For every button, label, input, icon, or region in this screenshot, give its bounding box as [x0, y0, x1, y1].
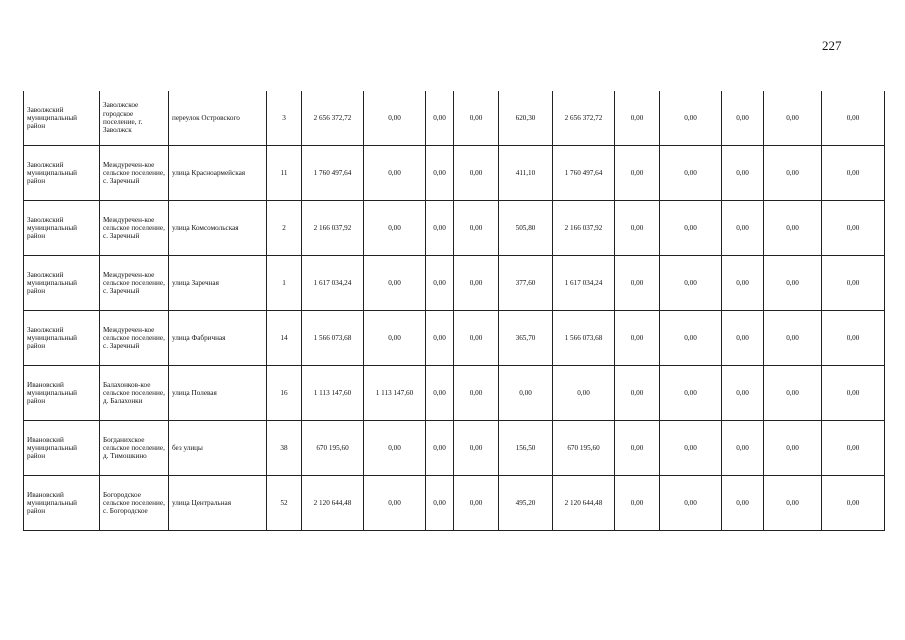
value-cell-10: 0,00: [822, 366, 885, 421]
value-cell-5: 670 195,60: [553, 421, 615, 476]
value-cell-9: 0,00: [764, 476, 822, 531]
value-cell-4: 0,00: [454, 421, 499, 476]
page-number: 227: [822, 38, 842, 53]
table-row: [24, 256, 885, 311]
area-cell: 505,80: [499, 201, 553, 256]
value-cell-5: 0,00: [553, 366, 615, 421]
value-cell-10: 0,00: [822, 201, 885, 256]
street-cell: улица Полевая: [169, 366, 267, 421]
value-cell-9: 0,00: [764, 256, 822, 311]
value-cell-8: 0,00: [722, 421, 764, 476]
house-number-cell: 1: [267, 256, 302, 311]
value-cell-7: 0,00: [660, 311, 722, 366]
value-cell-3: 0,00: [426, 91, 454, 146]
value-cell-2: 0,00: [364, 256, 426, 311]
value-cell-6: 0,00: [615, 256, 660, 311]
settlement-cell: Междуречен-кое сельское поселение, с. Заречный: [100, 256, 169, 311]
street-cell: переулок Островского: [169, 91, 267, 146]
total-cost-cell: 2 656 372,72: [302, 91, 364, 146]
value-cell-4: 0,00: [454, 146, 499, 201]
value-cell-10: 0,00: [822, 91, 885, 146]
value-cell-6: 0,00: [615, 476, 660, 531]
district-cell: Заволжский муниципальный район: [24, 146, 100, 201]
district-cell: Ивановский муниципальный район: [24, 421, 100, 476]
area-cell: 495,20: [499, 476, 553, 531]
value-cell-9: 0,00: [764, 421, 822, 476]
value-cell-7: 0,00: [660, 256, 722, 311]
street-cell: улица Фабричная: [169, 311, 267, 366]
settlement-cell: Междуречен-кое сельское поселение, с. Заречный: [100, 201, 169, 256]
street-cell: улица Центральная: [169, 476, 267, 531]
house-number-cell: 16: [267, 366, 302, 421]
value-cell-10: 0,00: [822, 146, 885, 201]
total-cost-cell: 1 566 073,68: [302, 311, 364, 366]
district-cell: Ивановский муниципальный район: [24, 366, 100, 421]
street-cell: улица Заречная: [169, 256, 267, 311]
value-cell-3: 0,00: [426, 476, 454, 531]
settlement-cell: Заволжское городское поселение, г. Заволжск: [100, 91, 169, 146]
value-cell-6: 0,00: [615, 201, 660, 256]
value-cell-4: 0,00: [454, 476, 499, 531]
value-cell-9: 0,00: [764, 366, 822, 421]
district-cell: Заволжский муниципальный район: [24, 201, 100, 256]
total-cost-cell: 2 166 037,92: [302, 201, 364, 256]
value-cell-3: 0,00: [426, 311, 454, 366]
value-cell-8: 0,00: [722, 201, 764, 256]
value-cell-6: 0,00: [615, 421, 660, 476]
value-cell-6: 0,00: [615, 366, 660, 421]
area-cell: 0,00: [499, 366, 553, 421]
street-cell: улица Красноармейская: [169, 146, 267, 201]
settlement-cell: Богданихское сельское поселение, д. Тимошкино: [100, 421, 169, 476]
house-number-cell: 38: [267, 421, 302, 476]
value-cell-2: 0,00: [364, 201, 426, 256]
value-cell-8: 0,00: [722, 91, 764, 146]
value-cell-8: 0,00: [722, 476, 764, 531]
house-number-cell: 2: [267, 201, 302, 256]
total-cost-cell: 1 113 147,60: [302, 366, 364, 421]
value-cell-5: 1 617 034,24: [553, 256, 615, 311]
value-cell-8: 0,00: [722, 311, 764, 366]
table-row: [24, 311, 885, 366]
street-cell: улица Комсомольская: [169, 201, 267, 256]
area-cell: 411,10: [499, 146, 553, 201]
value-cell-7: 0,00: [660, 146, 722, 201]
house-number-cell: 3: [267, 91, 302, 146]
value-cell-7: 0,00: [660, 421, 722, 476]
value-cell-9: 0,00: [764, 146, 822, 201]
table-row: [24, 421, 885, 476]
table-row: [24, 476, 885, 531]
value-cell-10: 0,00: [822, 311, 885, 366]
area-cell: 365,70: [499, 311, 553, 366]
area-cell: 156,50: [499, 421, 553, 476]
housing-program-table: [23, 91, 885, 531]
value-cell-8: 0,00: [722, 146, 764, 201]
value-cell-2: 0,00: [364, 146, 426, 201]
value-cell-5: 2 656 372,72: [553, 91, 615, 146]
value-cell-3: 0,00: [426, 421, 454, 476]
value-cell-5: 2 120 644,48: [553, 476, 615, 531]
settlement-cell: Междуречен-кое сельское поселение, с. Заречный: [100, 311, 169, 366]
value-cell-9: 0,00: [764, 91, 822, 146]
value-cell-4: 0,00: [454, 91, 499, 146]
value-cell-4: 0,00: [454, 256, 499, 311]
value-cell-8: 0,00: [722, 366, 764, 421]
value-cell-8: 0,00: [722, 256, 764, 311]
settlement-cell: Богородское сельское поселение, с. Богородское: [100, 476, 169, 531]
value-cell-6: 0,00: [615, 91, 660, 146]
table-body: [24, 91, 885, 531]
value-cell-9: 0,00: [764, 311, 822, 366]
value-cell-7: 0,00: [660, 476, 722, 531]
total-cost-cell: 670 195,60: [302, 421, 364, 476]
area-cell: 377,60: [499, 256, 553, 311]
value-cell-4: 0,00: [454, 366, 499, 421]
value-cell-3: 0,00: [426, 366, 454, 421]
street-cell: без улицы: [169, 421, 267, 476]
value-cell-3: 0,00: [426, 256, 454, 311]
table-row: [24, 366, 885, 421]
value-cell-5: 2 166 037,92: [553, 201, 615, 256]
house-number-cell: 11: [267, 146, 302, 201]
value-cell-2: 0,00: [364, 421, 426, 476]
total-cost-cell: 2 120 644,48: [302, 476, 364, 531]
house-number-cell: 14: [267, 311, 302, 366]
value-cell-5: 1 760 497,64: [553, 146, 615, 201]
table-row: [24, 146, 885, 201]
value-cell-2: 0,00: [364, 476, 426, 531]
value-cell-7: 0,00: [660, 91, 722, 146]
value-cell-2: 0,00: [364, 311, 426, 366]
area-cell: 620,30: [499, 91, 553, 146]
value-cell-10: 0,00: [822, 256, 885, 311]
table-row: [24, 91, 885, 146]
value-cell-6: 0,00: [615, 146, 660, 201]
value-cell-7: 0,00: [660, 201, 722, 256]
value-cell-4: 0,00: [454, 201, 499, 256]
value-cell-2: 1 113 147,60: [364, 366, 426, 421]
house-number-cell: 52: [267, 476, 302, 531]
value-cell-7: 0,00: [660, 366, 722, 421]
value-cell-2: 0,00: [364, 91, 426, 146]
district-cell: Заволжский муниципальный район: [24, 91, 100, 146]
district-cell: Ивановский муниципальный район: [24, 476, 100, 531]
value-cell-3: 0,00: [426, 201, 454, 256]
value-cell-10: 0,00: [822, 476, 885, 531]
value-cell-9: 0,00: [764, 201, 822, 256]
value-cell-3: 0,00: [426, 146, 454, 201]
settlement-cell: Балахонков-кое сельское поселение, д. Балахонки: [100, 366, 169, 421]
value-cell-6: 0,00: [615, 311, 660, 366]
value-cell-10: 0,00: [822, 421, 885, 476]
total-cost-cell: 1 760 497,64: [302, 146, 364, 201]
value-cell-4: 0,00: [454, 311, 499, 366]
value-cell-5: 1 566 073,68: [553, 311, 615, 366]
table-row: [24, 201, 885, 256]
district-cell: Заволжский муниципальный район: [24, 256, 100, 311]
district-cell: Заволжский муниципальный район: [24, 311, 100, 366]
total-cost-cell: 1 617 034,24: [302, 256, 364, 311]
settlement-cell: Междуречен-кое сельское поселение, с. Заречный: [100, 146, 169, 201]
